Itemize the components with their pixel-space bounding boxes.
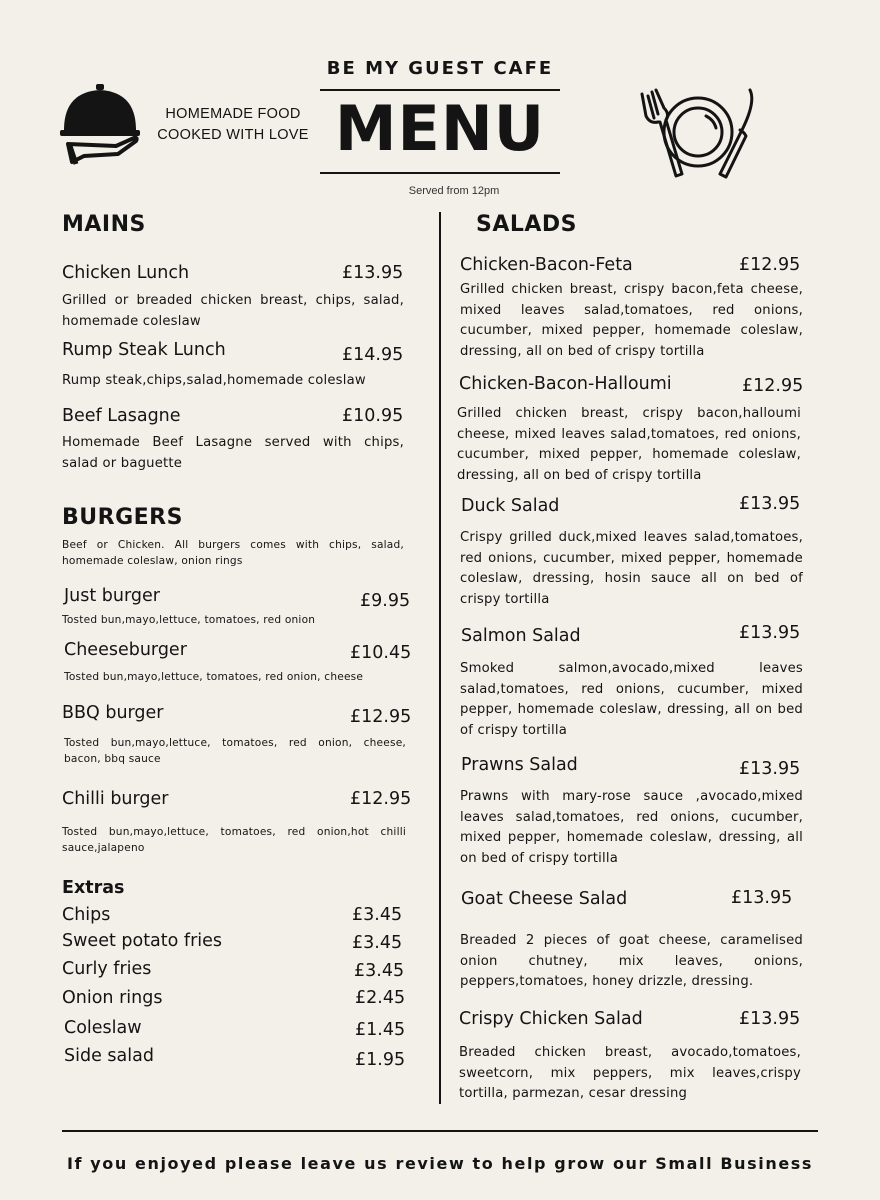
menu-item-name: Beef Lasagne: [62, 406, 181, 426]
cloche-icon: [58, 80, 142, 172]
extra-item-name: Onion rings: [62, 988, 163, 1008]
column-divider: [439, 212, 441, 1104]
menu-item-description: Grilled or breaded chicken breast, chips, salad, homemade coleslaw: [62, 293, 404, 329]
menu-item-description: Crispy grilled duck,mixed leaves salad,tomatoes, red onions, cucumber, mixed pepper, homemade coleslaw, dressing, hosin sauce all on bed of crispy tortilla: [460, 530, 803, 607]
menu-item-price: £10.95: [342, 406, 404, 426]
header-rule-bottom: [320, 172, 560, 174]
menu-item-name: Duck Salad: [461, 496, 560, 516]
extra-item-name: Curly fries: [62, 959, 152, 979]
menu-item-price: £13.95: [731, 888, 793, 908]
menu-item-description: Tosted bun,mayo,lettuce, tomatoes, red onion, cheese: [64, 671, 364, 683]
footer-message: If you enjoyed please leave us review to help grow our Small Business: [66, 1154, 814, 1173]
menu-item-price: £13.95: [739, 623, 801, 643]
burgers-intro: Beef or Chicken. All burgers comes with chips, salad, homemade coleslaw, onion rings: [62, 539, 404, 567]
menu-item-description: Grilled chicken breast, crispy bacon,halloumi cheese, mixed leaves salad,tomatoes, red onions, cucumber, mixed pepper, homemade coleslaw, dressing, all on bed of crispy tortilla: [457, 406, 801, 483]
extra-item-name: Sweet potato fries: [62, 931, 223, 951]
menu-item-name: Chilli burger: [62, 789, 169, 809]
tagline-line-1: HOMEMADE FOOD: [165, 106, 301, 122]
menu-item-name: Just burger: [64, 586, 160, 606]
menu-item-description: Prawns with mary-rose sauce ,avocado,mixed leaves salad,tomatoes, red onions, cucumber, mixed pepper, homemade coleslaw, dressing, all on bed of crispy tortilla: [460, 789, 803, 866]
menu-item-description: Rump steak,chips,salad,homemade coleslaw: [62, 373, 366, 388]
menu-item-description: Tosted bun,mayo,lettuce, tomatoes, red onion, cheese, bacon, bbq sauce: [64, 737, 406, 765]
tagline: [150, 104, 316, 146]
menu-item-price: £14.95: [342, 345, 404, 365]
cafe-name: BE MY GUEST CAFE: [326, 58, 554, 79]
menu-item-name: Rump Steak Lunch: [62, 340, 226, 360]
salads-heading: SALADS: [476, 212, 578, 237]
menu-item-name: Chicken-Bacon-Feta: [460, 255, 633, 275]
menu-item-name: Chicken-Bacon-Halloumi: [459, 374, 672, 394]
menu-item-price: £12.95: [742, 376, 804, 396]
extras-heading: Extras: [62, 878, 125, 898]
menu-item-name: Chicken Lunch: [62, 263, 190, 283]
menu-item-price: £13.95: [739, 494, 801, 514]
served-time: Served from 12pm: [408, 185, 500, 197]
menu-item-name: BBQ burger: [62, 703, 164, 723]
menu-item-price: £13.95: [739, 759, 801, 779]
menu-item-price: £13.95: [342, 263, 404, 283]
menu-item-description: Smoked salmon,avocado,mixed leaves salad,tomatoes, red onions, cucumber, mixed pepper, homemade coleslaw, dressing, all on bed of crispy tortilla: [460, 661, 803, 738]
menu-title: MENU: [334, 92, 546, 165]
menu-item-name: Cheeseburger: [64, 640, 187, 660]
menu-item-name: Salmon Salad: [461, 626, 581, 646]
plate-cutlery-icon: [636, 82, 760, 182]
menu-item-description: Breaded chicken breast, avocado,tomatoes, sweetcorn, mix peppers, mix leaves,crispy tortilla, parmezan, cesar dressing: [459, 1045, 801, 1101]
menu-item-price: £9.95: [360, 591, 411, 611]
extra-item-name: Coleslaw: [64, 1018, 142, 1038]
menu-item-name: Crispy Chicken Salad: [459, 1009, 643, 1029]
menu-item-price: £12.95: [350, 707, 412, 727]
extra-item-price: £3.45: [354, 961, 405, 981]
footer-rule: [62, 1130, 818, 1132]
menu-item-price: £12.95: [739, 255, 801, 275]
extra-item-price: £1.95: [355, 1050, 406, 1070]
extra-item-price: £3.45: [352, 933, 403, 953]
menu-item-description: Homemade Beef Lasagne served with chips, salad or baguette: [62, 435, 404, 471]
menu-item-price: £12.95: [350, 789, 412, 809]
menu-item-description: Grilled chicken breast, crispy bacon,feta cheese, mixed leaves salad,tomatoes, red onions, cucumber, mixed pepper, homemade coleslaw, dressing, all on bed of crispy tortilla: [460, 282, 803, 359]
mains-heading: MAINS: [62, 212, 146, 237]
menu-item-description: Tosted bun,mayo,lettuce, tomatoes, red onion: [62, 614, 316, 626]
menu-item-description: Breaded 2 pieces of goat cheese, caramelised onion chutney, mix leaves, onions, peppers,tomatoes, honey drizzle, dressing.: [460, 933, 803, 989]
burgers-heading: BURGERS: [62, 505, 183, 530]
menu-item-name: Prawns Salad: [461, 755, 578, 775]
menu-item-price: £13.95: [739, 1009, 801, 1029]
extra-item-name: Side salad: [64, 1046, 154, 1066]
extra-item-price: £1.45: [355, 1020, 406, 1040]
extra-item-name: Chips: [62, 905, 111, 925]
tagline-line-2: COOKED WITH LOVE: [157, 127, 309, 143]
extra-item-price: £3.45: [352, 905, 403, 925]
extra-item-price: £2.45: [355, 988, 406, 1008]
menu-item-price: £10.45: [350, 643, 412, 663]
menu-item-name: Goat Cheese Salad: [461, 889, 628, 909]
menu-item-description: Tosted bun,mayo,lettuce, tomatoes, red onion,hot chilli sauce,jalapeno: [62, 826, 406, 854]
